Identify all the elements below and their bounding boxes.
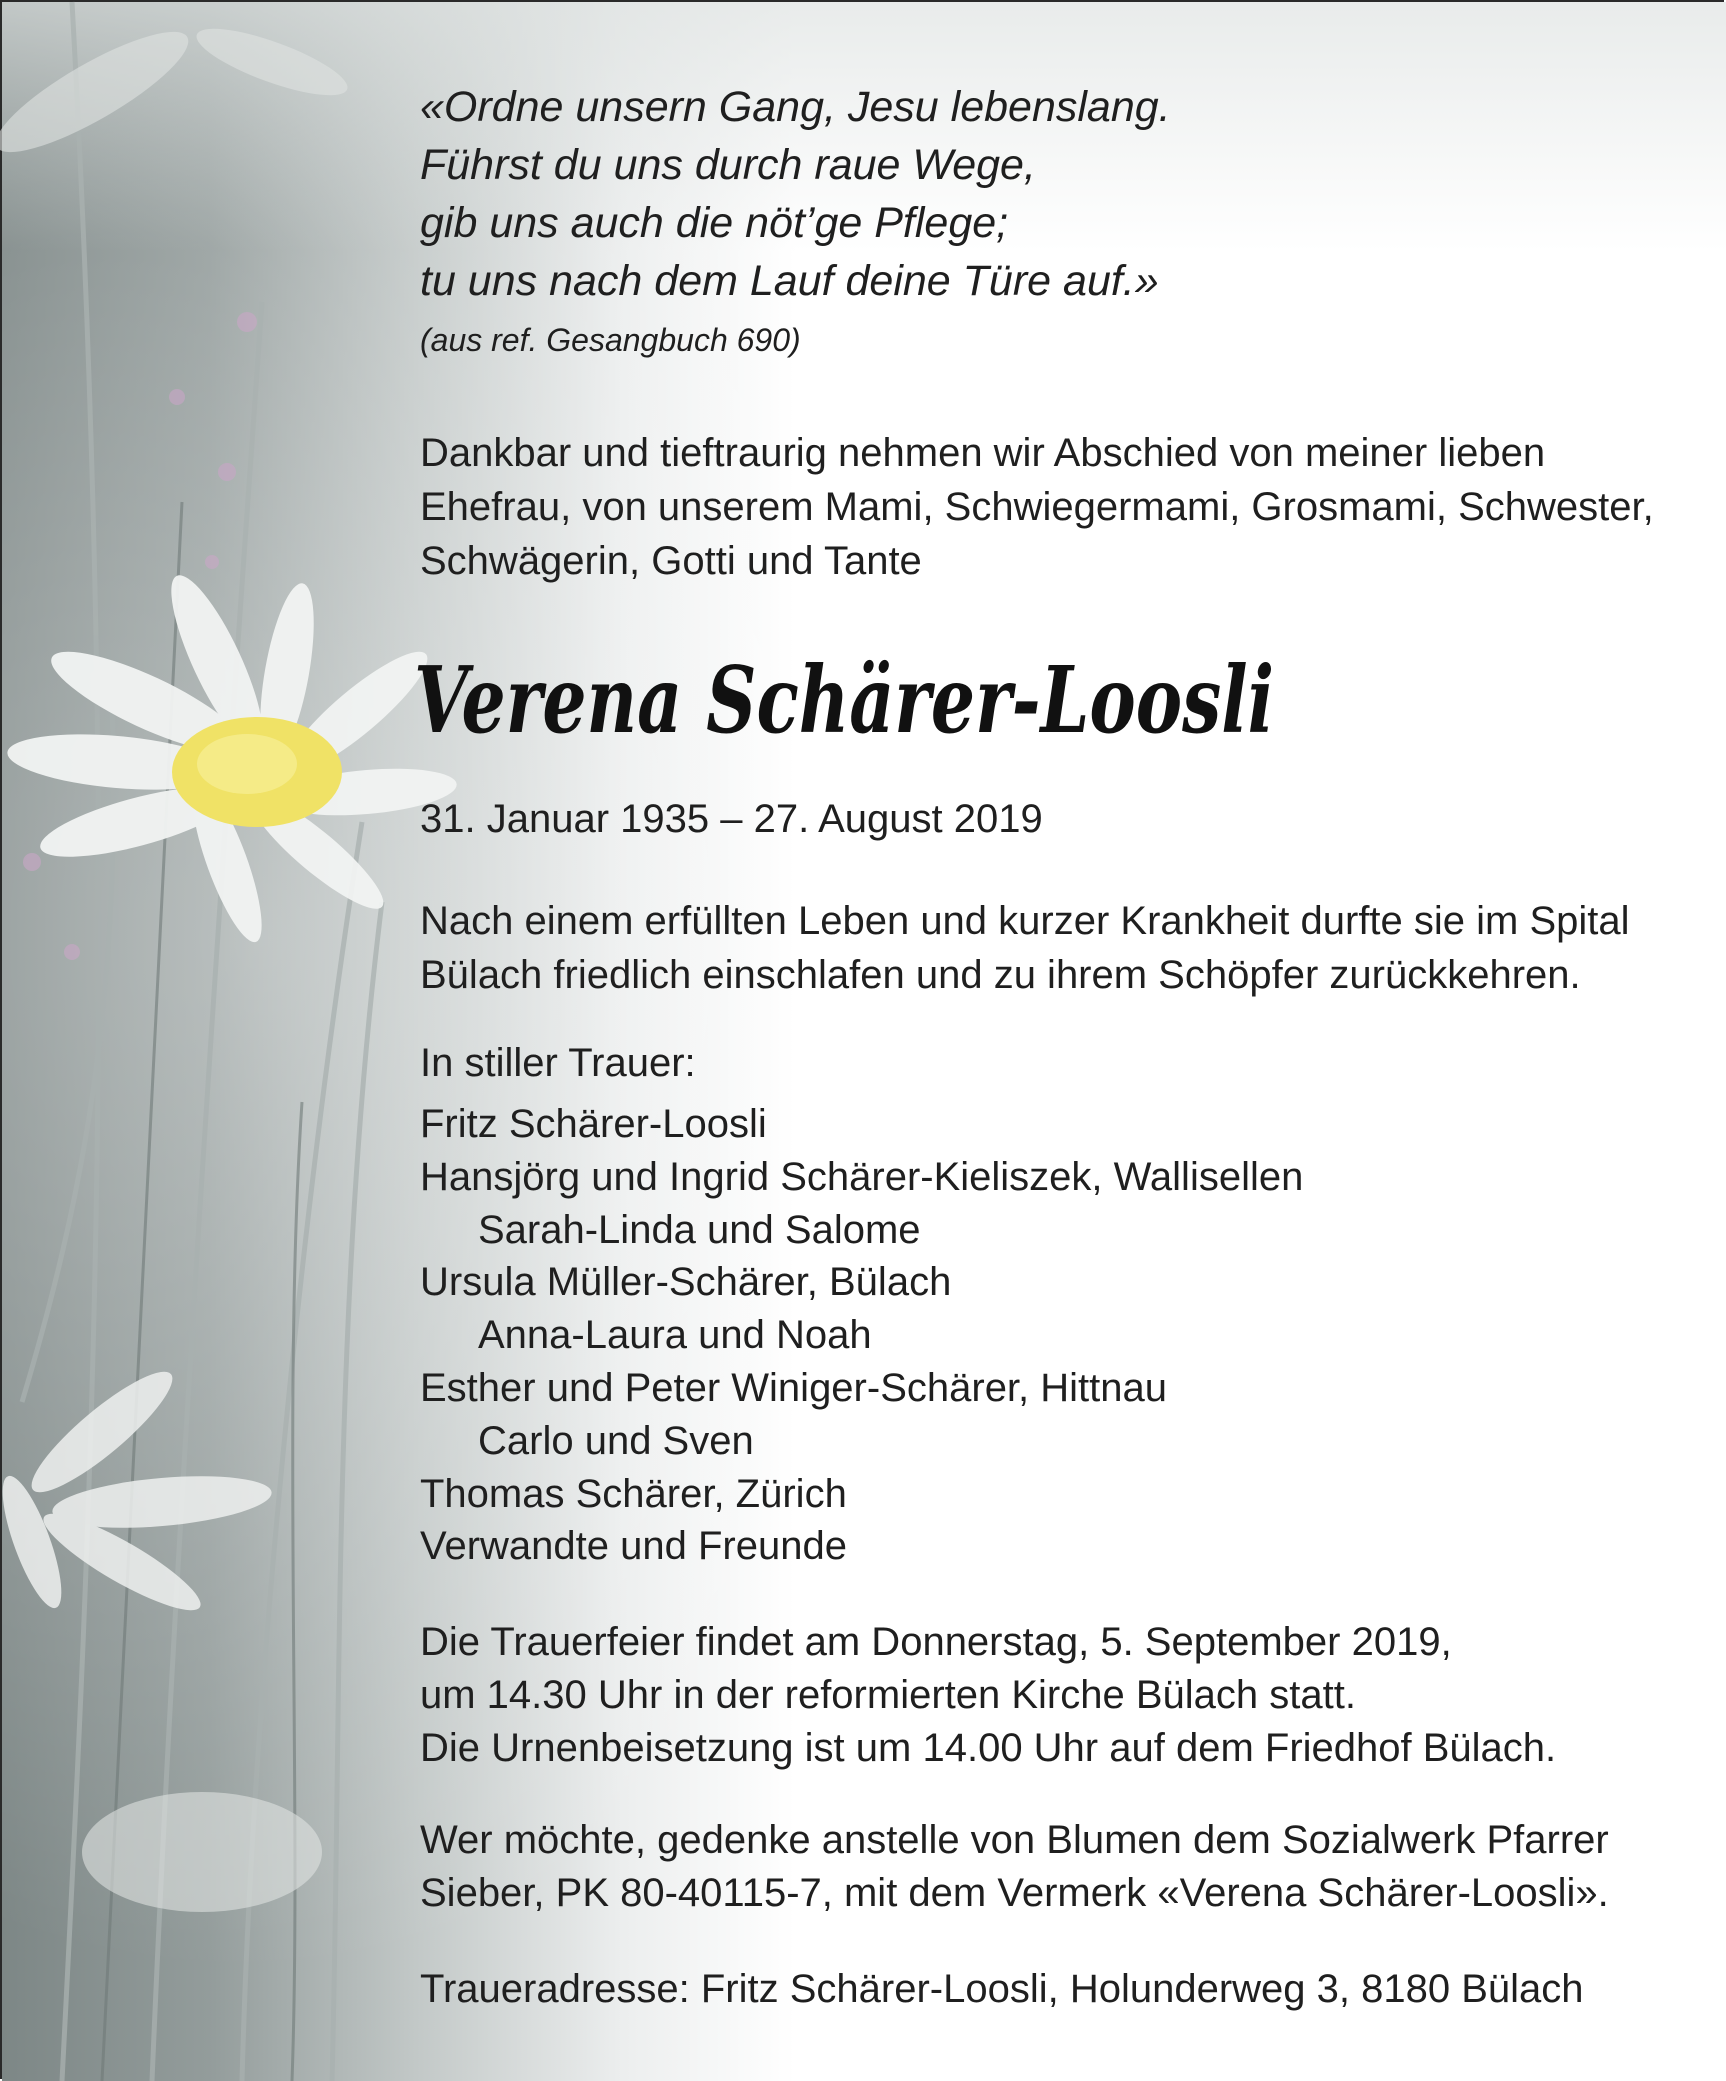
deceased-name: Verena Schärer-Loosli: [414, 646, 1274, 754]
mourner-entry: Esther und Peter Winiger-Schärer, Hittnau: [420, 1365, 1168, 1410]
mourning-label: In stiller Trauer:: [420, 1041, 696, 1085]
hymn-quote: [420, 78, 1171, 310]
death-line: Bülach friedlich einschlafen und zu ihrem Schöpfer zurückkehren.: [420, 953, 1581, 997]
quote-source: (aus ref. Gesangbuch 690): [420, 322, 801, 358]
quote-line: tu uns nach dem Lauf deine Türe auf.»: [420, 257, 1159, 305]
donation-line: Sieber, PK 80-40115-7, mit dem Vermerk «Verena Schärer-Loosli».: [420, 1871, 1609, 1915]
mourner-entry: Hansjörg und Ingrid Schärer-Kieliszek, Wallisellen: [420, 1154, 1304, 1199]
mourner-entry: Thomas Schärer, Zürich: [420, 1471, 847, 1516]
quote-line: gib uns auch die nöt’ge Pflege;: [420, 199, 1009, 247]
intro-line: Dankbar und tieftraurig nehmen wir Abschied von meiner lieben: [420, 431, 1546, 475]
mourner-entry: Anna-Laura und Noah: [478, 1313, 872, 1358]
mourner-entry: Verwandte und Freunde: [420, 1524, 847, 1569]
mourner-entry: Carlo und Sven: [478, 1418, 754, 1463]
ceremony-line: um 14.30 Uhr in der reformierten Kirche Bülach statt.: [420, 1673, 1356, 1717]
life-dates: 31. Januar 1935 – 27. August 2019: [420, 797, 1043, 841]
farewell-intro: [420, 426, 1654, 588]
donation-line: Wer möchte, gedenke anstelle von Blumen dem Sozialwerk Pfarrer: [420, 1818, 1609, 1862]
death-line: Nach einem erfüllten Leben und kurzer Krankheit durfte sie im Spital: [420, 899, 1630, 943]
ceremony-info: [420, 1616, 1556, 1775]
ceremony-line: Die Urnenbeisetzung ist um 14.00 Uhr auf dem Friedhof Bülach.: [420, 1726, 1557, 1770]
mourner-entry: Fritz Schärer-Loosli: [420, 1102, 767, 1146]
mourners-list: [420, 1098, 1303, 1573]
deceased-name-signature: [414, 620, 1314, 780]
mourner-entry: Sarah-Linda und Salome: [478, 1207, 921, 1252]
ceremony-line: Die Trauerfeier findet am Donnerstag, 5. September 2019,: [420, 1620, 1452, 1664]
intro-line: Ehefrau, von unserem Mami, Schwiegermami, Grosmami, Schwester,: [420, 485, 1654, 529]
mourning-address: Traueradresse: Fritz Schärer-Loosli, Holunderweg 3, 8180 Bülach: [420, 1967, 1584, 2011]
intro-line: Schwägerin, Gotti und Tante: [420, 539, 922, 583]
death-notice: [420, 894, 1630, 1002]
donation-info: [420, 1814, 1609, 1920]
quote-line: «Ordne unsern Gang, Jesu lebenslang.: [420, 83, 1171, 131]
quote-line: Führst du uns durch raue Wege,: [420, 141, 1036, 189]
mourner-entry: Ursula Müller-Schärer, Bülach: [420, 1260, 952, 1305]
